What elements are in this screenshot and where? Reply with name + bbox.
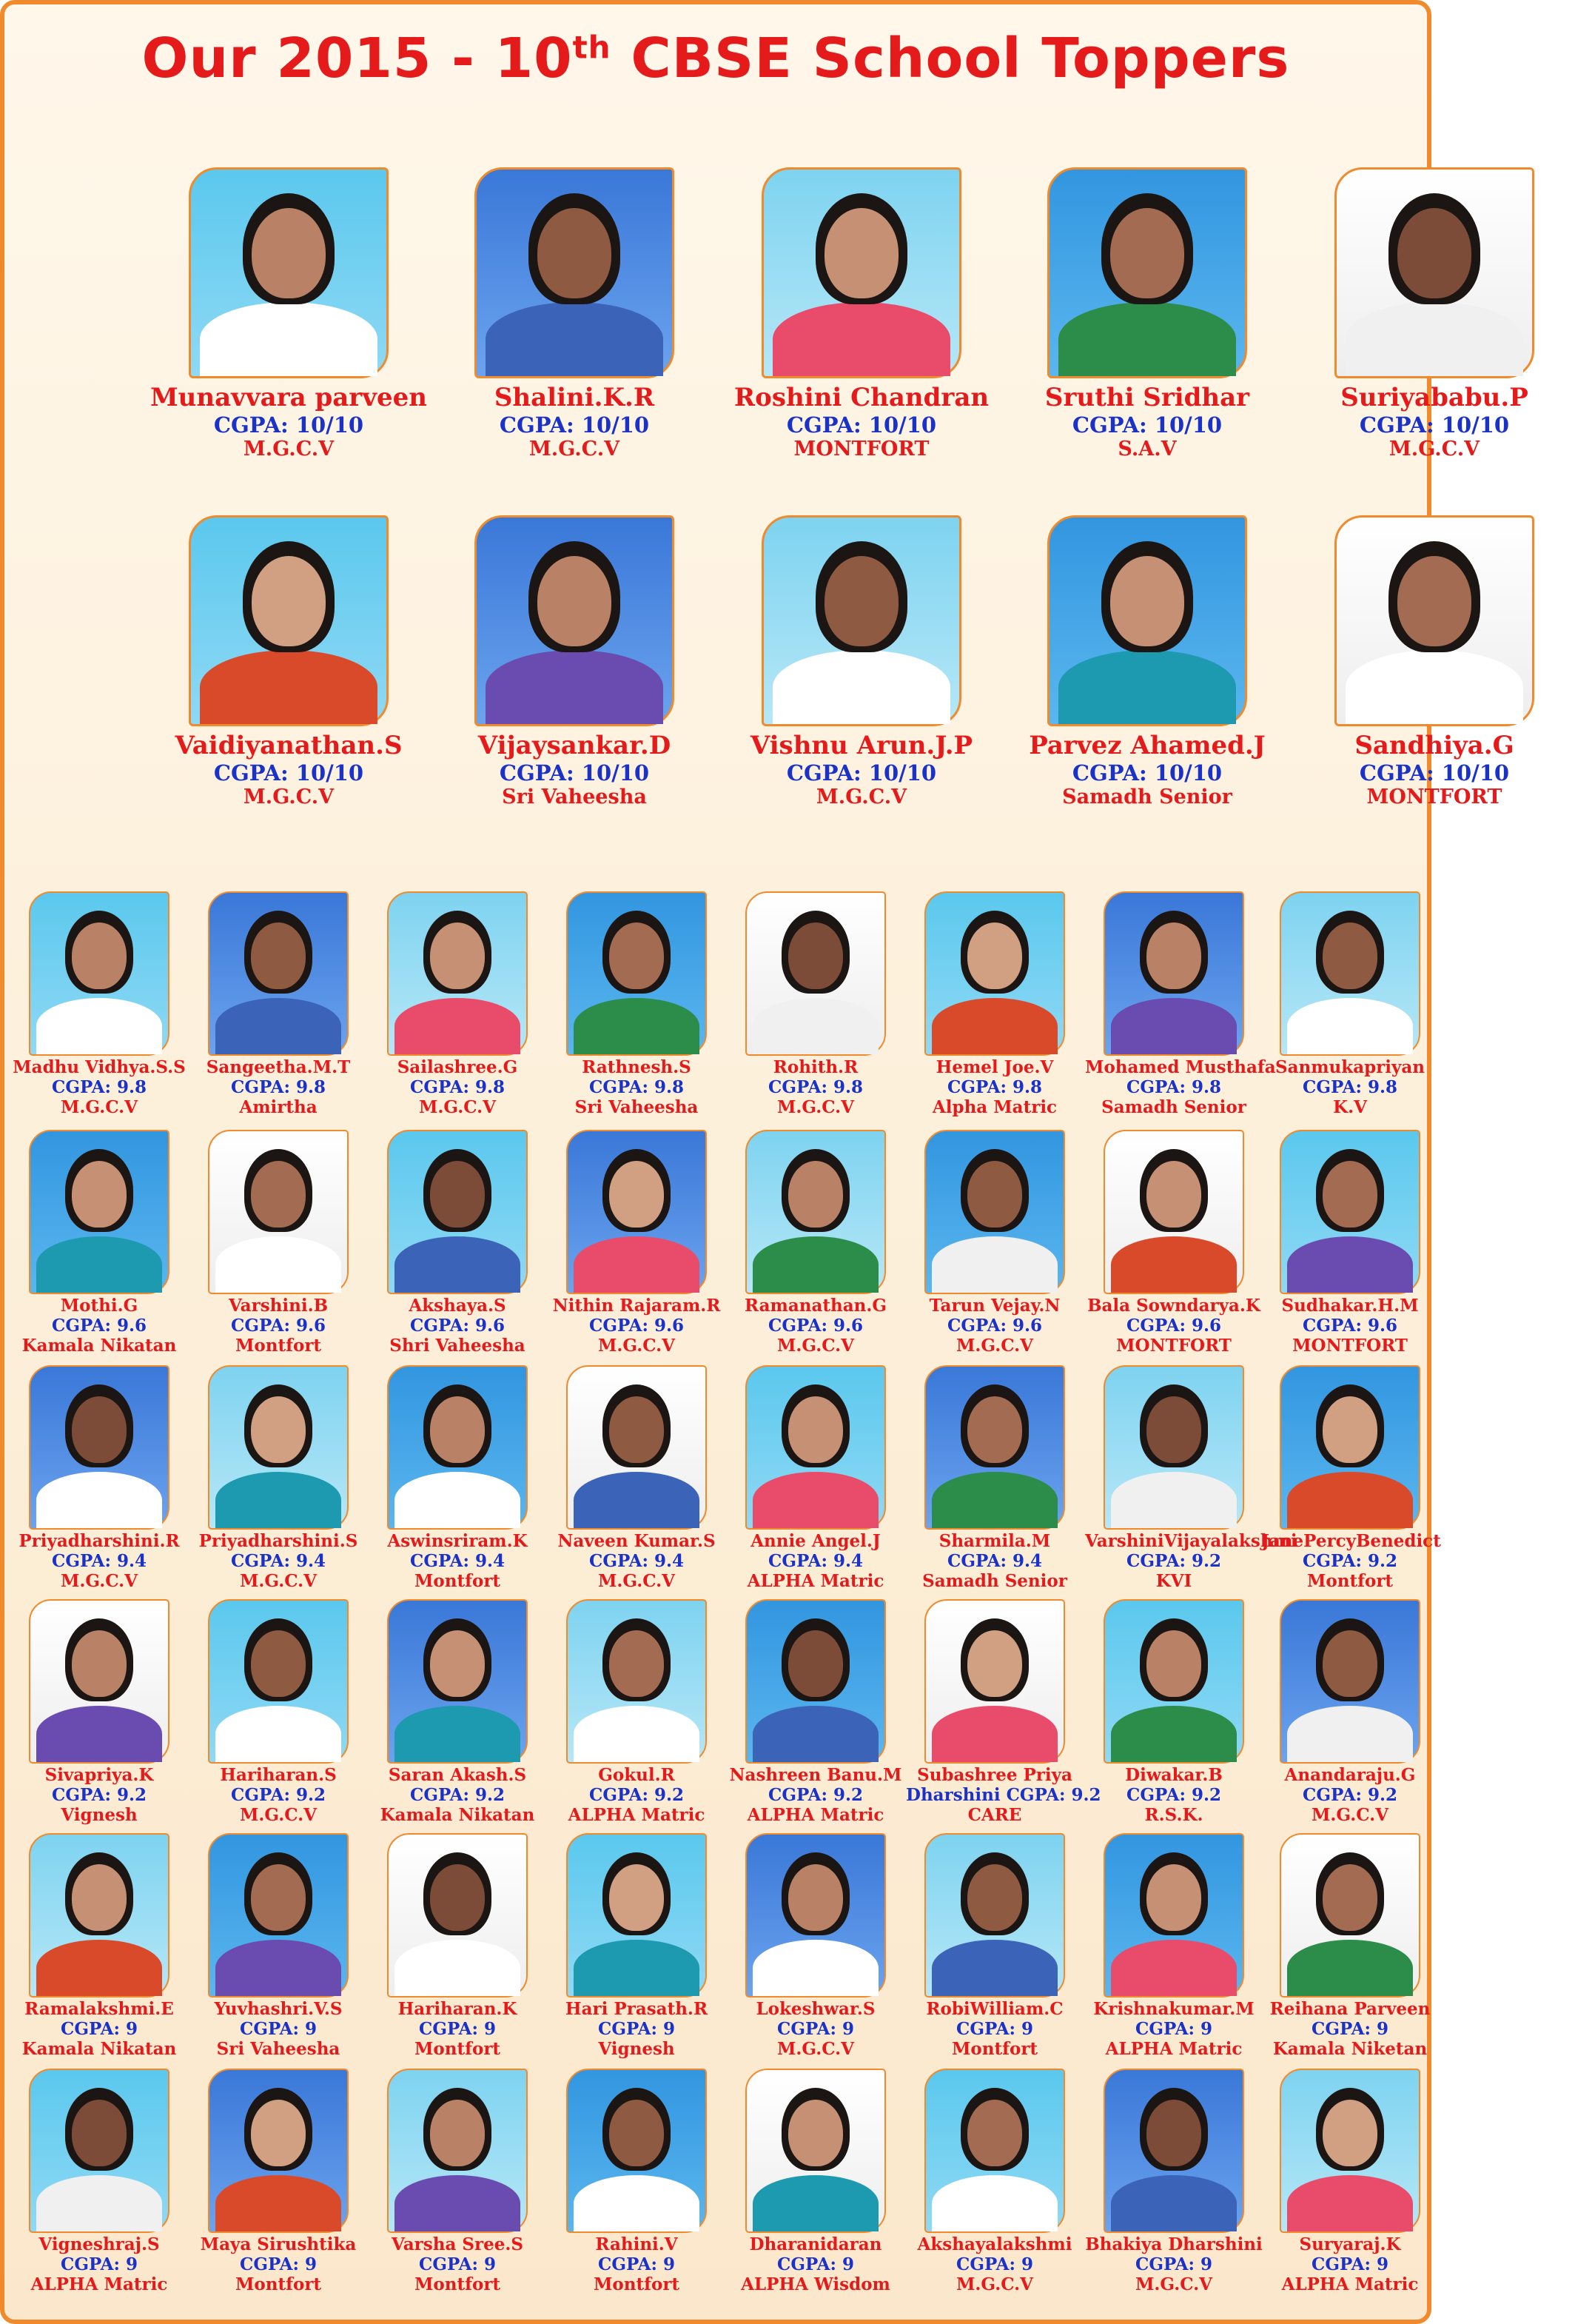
student-cgpa: CGPA: 9.8 — [231, 1077, 326, 1097]
student-school: Vignesh — [598, 2039, 675, 2059]
student-name: Sandhiya.G — [1354, 731, 1514, 760]
student-name: Yuvhashri.V.S — [214, 1999, 343, 2019]
student-cgpa: CGPA: 9 — [598, 2254, 675, 2274]
student-school: Montfort — [414, 2274, 501, 2294]
student-school: Sri Vaheesha — [574, 1097, 699, 1117]
student-photo — [29, 1365, 169, 1530]
student-name: Vaidiyanathan.S — [175, 731, 403, 760]
student-school: M.G.C.V — [597, 1336, 676, 1356]
student-name: Suryaraj.K — [1299, 2234, 1401, 2254]
student-cgpa: CGPA: 10/10 — [499, 412, 650, 438]
student-name: Hari Prasath.R — [565, 1999, 708, 2019]
student-name: Vigneshraj.S — [38, 2234, 160, 2254]
student-school: MONTFORT — [1366, 786, 1502, 808]
topper-card — [1085, 891, 1276, 1117]
student-cgpa: CGPA: 9.8 — [768, 1077, 863, 1097]
student-school: M.G.C.V — [239, 1805, 318, 1825]
student-school: Samadh Senior — [1062, 786, 1232, 808]
student-name: Hemel Joe.V — [936, 1057, 1054, 1077]
student-name: Madhu Vidhya.S.S — [13, 1057, 186, 1077]
student-photo — [924, 2069, 1065, 2233]
student-name: Munavvara parveen — [150, 383, 427, 412]
topper-card — [369, 2069, 546, 2294]
student-photo — [387, 1833, 528, 1997]
student-cgpa: CGPA: 10/10 — [786, 412, 937, 438]
topper-card — [1294, 167, 1575, 461]
student-photo — [1104, 1833, 1244, 1997]
student-school: Montfort — [593, 2274, 680, 2294]
student-cgpa: CGPA: 9.2 — [1303, 1785, 1397, 1805]
student-school: M.G.C.V — [60, 1097, 138, 1117]
student-photo — [1047, 167, 1247, 378]
student-name: Aswinsriram.K — [387, 1531, 528, 1551]
topper-card — [369, 1833, 546, 2059]
student-name: Dharanidaran — [749, 2234, 882, 2254]
topper-card — [1261, 2069, 1439, 2294]
student-cgpa: CGPA: 9.2 — [1126, 1785, 1221, 1805]
student-school: Sri Vaheesha — [502, 786, 647, 808]
student-photo — [924, 1599, 1065, 1764]
topper-card — [148, 167, 429, 461]
student-photo — [1104, 1599, 1244, 1764]
topper-card — [10, 2069, 188, 2294]
student-name: Anandaraju.G — [1284, 1765, 1416, 1785]
student-cgpa: CGPA: 9.2 — [768, 1785, 863, 1805]
student-photo — [1280, 891, 1420, 1056]
student-school: M.G.C.V — [243, 786, 335, 808]
student-name: JanePercyBenedict — [1261, 1531, 1441, 1551]
student-cgpa: CGPA: 9.2 — [231, 1785, 326, 1805]
student-cgpa: CGPA: 9.6 — [768, 1316, 863, 1336]
topper-card — [1007, 167, 1288, 461]
student-school: ALPHA Matric — [1105, 2039, 1243, 2059]
student-cgpa: CGPA: 9.6 — [1126, 1316, 1221, 1336]
student-photo — [745, 1365, 886, 1530]
student-photo — [745, 1599, 886, 1764]
student-cgpa: CGPA: 9.4 — [52, 1551, 147, 1571]
student-school: Kamala Nikatan — [21, 2039, 177, 2059]
topper-card — [1085, 2069, 1263, 2294]
topper-card — [906, 1599, 1101, 1825]
student-name: Tarun Vejay.N — [929, 1296, 1061, 1316]
student-photo — [924, 1365, 1065, 1530]
student-photo — [1047, 515, 1247, 726]
topper-card — [906, 1130, 1084, 1356]
student-school: Montfort — [1306, 1571, 1394, 1591]
student-cgpa: CGPA: 9.2 — [52, 1785, 147, 1805]
student-cgpa: CGPA: 9 — [240, 2254, 317, 2274]
student-cgpa: CGPA: 9 — [1312, 2254, 1388, 2274]
topper-card — [727, 891, 904, 1117]
student-photo — [208, 2069, 349, 2233]
student-name: Rathnesh.S — [582, 1057, 691, 1077]
student-name: Mothi.G — [60, 1296, 138, 1316]
student-name: Akshaya.S — [409, 1296, 506, 1316]
student-name: Priyadharshini.S — [198, 1531, 358, 1551]
student-cgpa: CGPA: 9 — [61, 2254, 138, 2274]
topper-card — [1261, 1130, 1439, 1356]
student-school: M.G.C.V — [956, 1336, 1034, 1356]
topper-card — [1085, 1599, 1263, 1825]
student-photo — [924, 1833, 1065, 1997]
student-cgpa: CGPA: 9 — [419, 2254, 496, 2274]
student-name: Priyadharshini.R — [19, 1531, 180, 1551]
student-cgpa: CGPA: 9.2 — [589, 1785, 684, 1805]
student-school: M.G.C.V — [816, 786, 907, 808]
student-cgpa: CGPA: 9.6 — [52, 1316, 147, 1336]
student-school: Shri Vaheesha — [389, 1336, 525, 1356]
student-school: K.V — [1333, 1097, 1367, 1117]
student-cgpa: CGPA: 9.2 — [1303, 1551, 1397, 1571]
student-cgpa: CGPA: 9.8 — [410, 1077, 505, 1097]
student-name: RobiWilliam.C — [926, 1999, 1064, 2019]
student-cgpa: CGPA: 9.4 — [589, 1551, 684, 1571]
student-cgpa: CGPA: 9 — [61, 2019, 138, 2039]
student-name: Krishnakumar.M — [1093, 1999, 1255, 2019]
student-cgpa: CGPA: 9.2 — [1126, 1551, 1221, 1571]
topper-card — [727, 1130, 904, 1356]
student-photo — [474, 167, 674, 378]
topper-card — [548, 891, 725, 1117]
student-school: M.G.C.V — [776, 1336, 855, 1356]
student-school: MONTFORT — [1116, 1336, 1232, 1356]
topper-card — [189, 2069, 367, 2294]
student-name: Varshini.B — [228, 1296, 329, 1316]
student-name: Reihana Parveen — [1269, 1999, 1431, 2019]
topper-card — [10, 1130, 188, 1356]
student-cgpa: CGPA: 9.6 — [947, 1316, 1042, 1336]
student-photo — [29, 2069, 169, 2233]
student-photo — [1104, 2069, 1244, 2233]
student-cgpa: CGPA: 9 — [1135, 2254, 1212, 2274]
student-school: Amirtha — [239, 1097, 318, 1117]
student-school: ALPHA Matric — [30, 2274, 168, 2294]
student-name: Sanmukapriyan — [1275, 1057, 1425, 1077]
student-school: M.G.C.V — [243, 438, 335, 461]
topper-card — [1261, 1833, 1439, 2059]
student-name: Roshini Chandran — [733, 383, 990, 412]
student-photo — [1104, 1365, 1244, 1530]
student-name: Ramanathan.G — [744, 1296, 887, 1316]
student-name: Sudhakar.H.M — [1281, 1296, 1419, 1316]
student-photo — [762, 515, 961, 726]
topper-card — [189, 1130, 367, 1356]
student-cgpa: CGPA: 9 — [419, 2019, 496, 2039]
student-name: Sailashree.G — [397, 1057, 518, 1077]
student-cgpa: CGPA: 9.6 — [589, 1316, 684, 1336]
student-photo — [566, 1365, 707, 1530]
student-photo — [1280, 1365, 1420, 1530]
topper-card — [189, 891, 367, 1117]
student-photo — [745, 891, 886, 1056]
student-photo — [29, 891, 169, 1056]
topper-card — [906, 1365, 1084, 1591]
topper-card — [906, 2069, 1084, 2294]
student-photo — [387, 891, 528, 1056]
student-photo — [566, 1833, 707, 1997]
student-photo — [208, 1365, 349, 1530]
student-name: Gokul.R — [598, 1765, 675, 1785]
topper-card — [369, 1365, 546, 1591]
student-photo — [924, 891, 1065, 1056]
topper-card — [906, 891, 1084, 1117]
topper-card — [369, 891, 546, 1117]
student-cgpa: CGPA: 10/10 — [213, 760, 364, 786]
student-school: Sri Vaheesha — [216, 2039, 340, 2059]
student-cgpa: CGPA: 10/10 — [213, 412, 364, 438]
student-cgpa: CGPA: 10/10 — [1072, 412, 1223, 438]
student-school: M.G.C.V — [776, 1097, 855, 1117]
title-pre: Our 2015 - 10 — [141, 27, 573, 90]
topper-card — [148, 515, 429, 808]
student-school: ALPHA Matric — [568, 1805, 705, 1825]
student-photo — [924, 1130, 1065, 1294]
student-cgpa: CGPA: 9.6 — [410, 1316, 505, 1336]
student-cgpa: CGPA: 9.4 — [947, 1551, 1042, 1571]
student-school: M.G.C.V — [1311, 1805, 1389, 1825]
student-cgpa: CGPA: 10/10 — [499, 760, 650, 786]
student-photo — [566, 1130, 707, 1294]
title-post: CBSE School Toppers — [611, 27, 1290, 90]
student-school: Samadh Senior — [1101, 1097, 1246, 1117]
student-cgpa: CGPA: 9 — [956, 2254, 1033, 2274]
topper-card — [906, 1833, 1084, 2059]
student-name: Varsha Sree.S — [392, 2234, 523, 2254]
student-photo — [29, 1130, 169, 1294]
student-school: Kamala Nikatan — [21, 1336, 177, 1356]
student-cgpa: CGPA: 9.6 — [231, 1316, 326, 1336]
topper-card — [721, 167, 1002, 461]
student-cgpa: CGPA: 9 — [1135, 2019, 1212, 2039]
student-school: Kamala Nikatan — [380, 1805, 535, 1825]
student-name: Rahini.V — [595, 2234, 678, 2254]
student-cgpa: CGPA: 9 — [240, 2019, 317, 2039]
student-photo — [762, 167, 961, 378]
student-photo — [1280, 1599, 1420, 1764]
student-school: Vignesh — [61, 1805, 138, 1825]
student-school: MONTFORT — [793, 438, 930, 461]
student-photo — [1280, 1833, 1420, 1997]
topper-card — [1007, 515, 1288, 808]
student-cgpa: CGPA: 9 — [777, 2254, 854, 2274]
student-school: ALPHA Wisdom — [741, 2274, 890, 2294]
topper-card — [721, 515, 1002, 808]
topper-card — [10, 891, 188, 1117]
student-name: Rohith.R — [773, 1057, 859, 1077]
student-name: Suriyababu.P — [1340, 383, 1528, 412]
student-name: Sruthi Sridhar — [1044, 383, 1250, 412]
student-photo — [208, 1130, 349, 1294]
topper-card — [548, 1599, 725, 1825]
student-name: Lokeshwar.S — [756, 1999, 876, 2019]
student-cgpa: CGPA: 10/10 — [1359, 760, 1510, 786]
student-name: Diwakar.B — [1125, 1765, 1223, 1785]
student-school: Montfort — [951, 2039, 1038, 2059]
student-school: ALPHA Matric — [747, 1805, 884, 1825]
student-photo — [387, 1130, 528, 1294]
topper-card — [1085, 1365, 1297, 1591]
student-name: Nashreen Banu.M — [729, 1765, 902, 1785]
student-cgpa: CGPA: 10/10 — [786, 760, 937, 786]
student-name: Saran Akash.S — [388, 1765, 527, 1785]
student-name: Sivapriya.K — [44, 1765, 154, 1785]
topper-card — [189, 1833, 367, 2059]
student-school: M.G.C.V — [1388, 438, 1480, 461]
student-cgpa: CGPA: 9.8 — [589, 1077, 684, 1097]
student-photo — [1280, 1130, 1420, 1294]
topper-card — [10, 1833, 188, 2059]
student-school: Montfort — [414, 2039, 501, 2059]
student-name: Nithin Rajaram.R — [552, 1296, 721, 1316]
student-name: Shalini.K.R — [494, 383, 655, 412]
topper-card — [369, 1599, 546, 1825]
student-photo — [745, 1833, 886, 1997]
student-school: M.G.C.V — [60, 1571, 138, 1591]
student-photo — [1280, 2069, 1420, 2233]
student-school: M.G.C.V — [418, 1097, 497, 1117]
title-sup: th — [572, 29, 611, 66]
student-cgpa: CGPA: 9.4 — [768, 1551, 863, 1571]
student-school: ALPHA Matric — [747, 1571, 884, 1591]
student-photo — [29, 1599, 169, 1764]
student-cgpa: CGPA: 9 — [777, 2019, 854, 2039]
student-photo — [1334, 515, 1534, 726]
student-cgpa: CGPA: 9 — [598, 2019, 675, 2039]
topper-card — [1294, 515, 1575, 808]
student-photo — [566, 2069, 707, 2233]
student-photo — [387, 1365, 528, 1530]
topper-card — [727, 2069, 904, 2294]
student-cgpa: CGPA: 9 — [1312, 2019, 1388, 2039]
student-photo — [1104, 1130, 1244, 1294]
student-photo — [566, 1599, 707, 1764]
student-name: Annie Angel.J — [750, 1531, 881, 1551]
topper-card — [369, 1130, 546, 1356]
student-name: Sharmila.M — [938, 1531, 1051, 1551]
student-photo — [208, 891, 349, 1056]
student-name: Sangeetha.M.T — [206, 1057, 351, 1077]
student-cgpa: CGPA: 9.4 — [231, 1551, 326, 1571]
student-school: M.G.C.V — [956, 2274, 1034, 2294]
topper-card — [727, 1833, 904, 2059]
student-photo — [208, 1599, 349, 1764]
student-name: Ramalakshmi.E — [24, 1999, 174, 2019]
student-cgpa: CGPA: 9.2 — [410, 1785, 505, 1805]
student-photo — [29, 1833, 169, 1997]
topper-card — [548, 2069, 725, 2294]
student-cgpa: CGPA: 9.4 — [410, 1551, 505, 1571]
student-photo — [387, 1599, 528, 1764]
student-school: Montfort — [235, 2274, 322, 2294]
student-cgpa: CGPA: 9.8 — [1303, 1077, 1397, 1097]
student-school: M.G.C.V — [597, 1571, 676, 1591]
topper-card — [548, 1130, 725, 1356]
topper-card — [1261, 1365, 1439, 1591]
topper-card — [1085, 1833, 1263, 2059]
student-school: Alpha Matric — [932, 1097, 1058, 1117]
student-name: Maya Sirushtika — [200, 2234, 357, 2254]
student-cgpa: CGPA: 9 — [956, 2019, 1033, 2039]
student-name: Hariharan.K — [397, 1999, 517, 2019]
student-school: Montfort — [414, 1571, 501, 1591]
student-name: VarshiniVijayalakshmi — [1085, 1531, 1297, 1551]
student-photo — [474, 515, 674, 726]
student-school: M.G.C.V — [528, 438, 620, 461]
student-photo — [745, 1130, 886, 1294]
topper-card — [548, 1365, 725, 1591]
student-name: Subashree Priya — [917, 1765, 1072, 1785]
topper-card — [10, 1599, 188, 1825]
student-school: MONTFORT — [1292, 1336, 1408, 1356]
student-school: KVI — [1155, 1571, 1192, 1591]
student-school: M.G.C.V — [1135, 2274, 1213, 2294]
topper-card — [10, 1365, 188, 1591]
student-school: CARE — [967, 1805, 1022, 1825]
student-photo — [566, 891, 707, 1056]
topper-card — [434, 167, 715, 461]
student-photo — [1334, 167, 1534, 378]
student-photo — [189, 515, 389, 726]
student-photo — [189, 167, 389, 378]
student-name: Akshayalakshmi — [917, 2234, 1072, 2254]
student-school: Kamala Niketan — [1272, 2039, 1428, 2059]
student-photo — [387, 2069, 528, 2233]
topper-card — [1085, 1130, 1263, 1356]
student-school: ALPHA Matric — [1281, 2274, 1419, 2294]
student-cgpa: CGPA: 9.6 — [1303, 1316, 1397, 1336]
student-name: Parvez Ahamed.J — [1029, 731, 1266, 760]
student-school: M.G.C.V — [776, 2039, 855, 2059]
student-cgpa: CGPA: 10/10 — [1072, 760, 1223, 786]
student-name: Mohamed Musthafa — [1085, 1057, 1276, 1077]
student-name: Hariharan.S — [220, 1765, 337, 1785]
student-name: Bhakiya Dharshini — [1085, 2234, 1263, 2254]
topper-card — [189, 1599, 367, 1825]
student-name: Bala Sowndarya.K — [1087, 1296, 1260, 1316]
student-photo — [208, 1833, 349, 1997]
student-school: Samadh Senior — [922, 1571, 1067, 1591]
student-name: Vijaysankar.D — [477, 731, 671, 760]
topper-card — [189, 1365, 367, 1591]
student-photo — [745, 2069, 886, 2233]
poster-title — [4, 27, 1427, 90]
topper-card — [1261, 891, 1439, 1117]
topper-card — [727, 1365, 904, 1591]
student-school: S.A.V — [1118, 438, 1177, 461]
topper-card — [434, 515, 715, 808]
student-cgpa: CGPA: 9.8 — [947, 1077, 1042, 1097]
topper-card — [548, 1833, 725, 2059]
student-name: Vishnu Arun.J.P — [750, 731, 973, 760]
student-school: Montfort — [235, 1336, 322, 1356]
student-school: R.S.K. — [1144, 1805, 1203, 1825]
student-cgpa: Dharshini CGPA: 9.2 — [906, 1785, 1101, 1805]
topper-card — [1261, 1599, 1439, 1825]
student-name: Naveen Kumar.S — [557, 1531, 716, 1551]
student-cgpa: CGPA: 9.8 — [1126, 1077, 1221, 1097]
topper-card — [727, 1599, 904, 1825]
student-cgpa: CGPA: 10/10 — [1359, 412, 1510, 438]
student-cgpa: CGPA: 9.8 — [52, 1077, 147, 1097]
student-photo — [1104, 891, 1244, 1056]
student-school: M.G.C.V — [239, 1571, 318, 1591]
